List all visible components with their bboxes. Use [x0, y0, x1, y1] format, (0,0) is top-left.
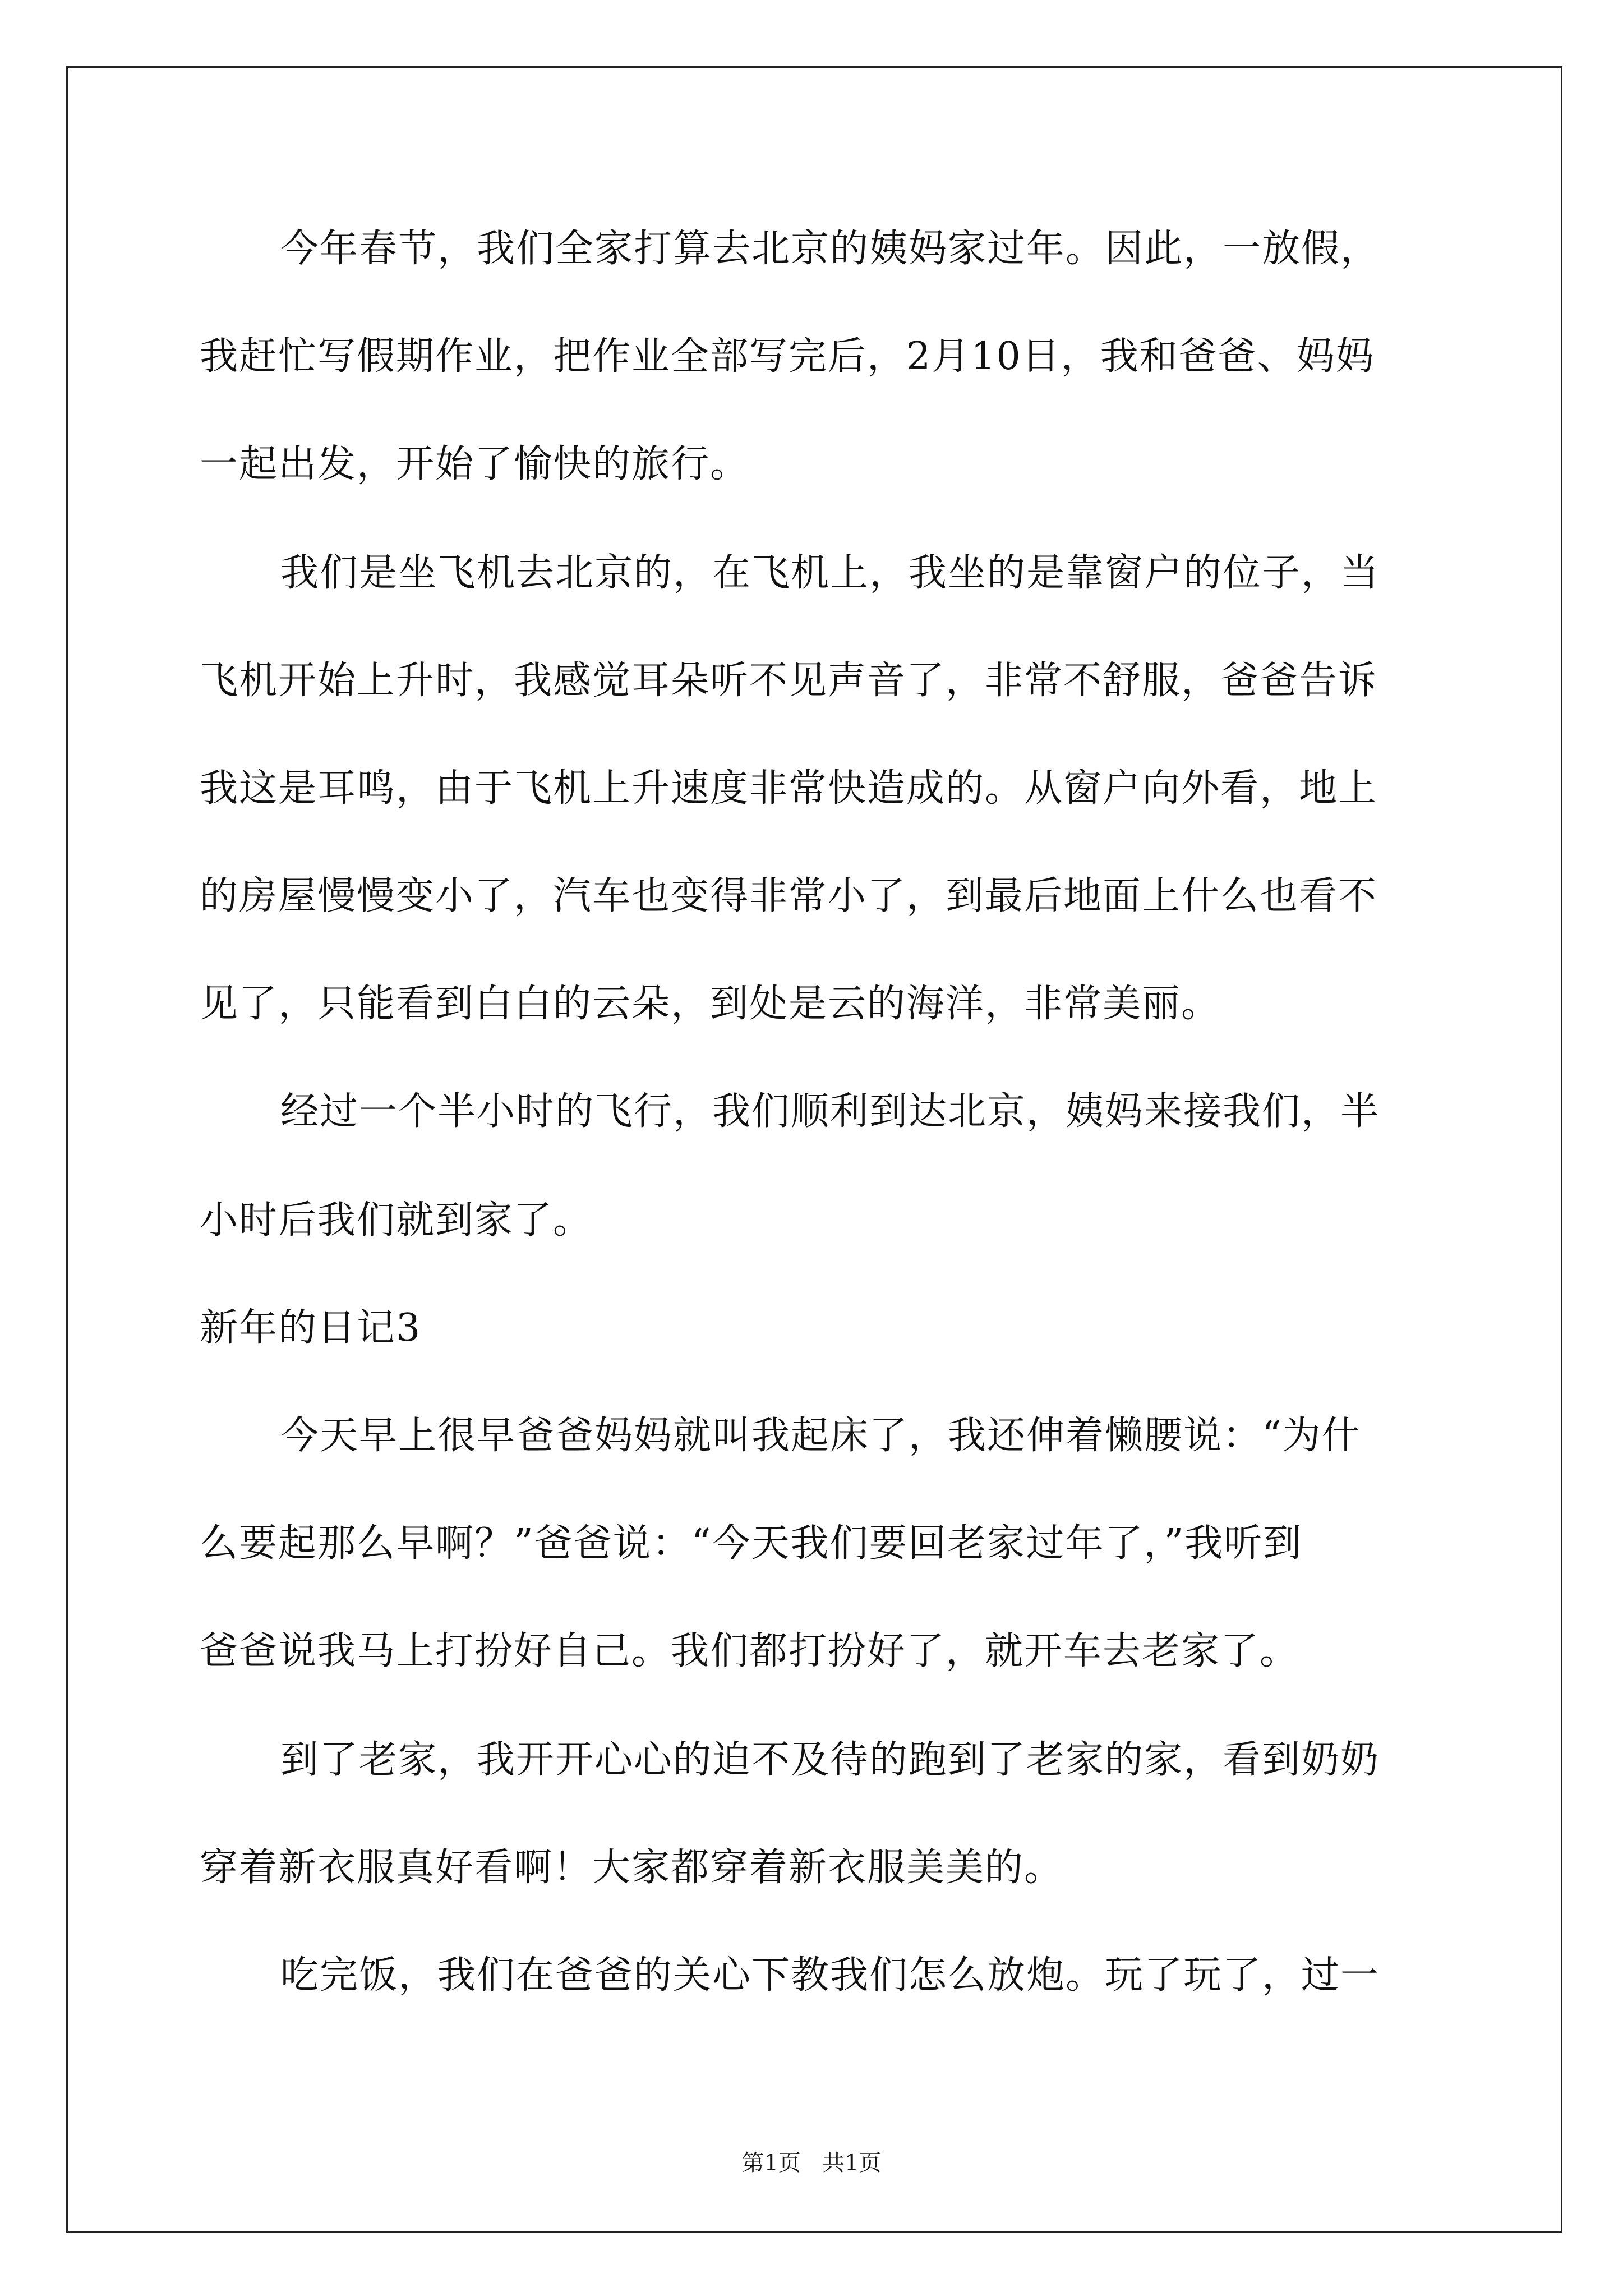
text-line: 经过一个半小时的飞行，我们顺利到达北京，姨妈来接我们，半 — [280, 1089, 1380, 1134]
text-line: 么要起那么早啊？”爸爸说：“今天我们要回老家过年了，”我听到 — [200, 1521, 1303, 1566]
text-line: 爸爸说我马上打扮好自己。我们都打扮好了，就开车去老家了。 — [200, 1629, 1299, 1673]
text-line: 见了，只能看到白白的云朵，到处是云的海洋，非常美丽。 — [200, 982, 1221, 1026]
text-line: 穿着新衣服真好看啊！大家都穿着新衣服美美的。 — [200, 1846, 1064, 1890]
text-line: 我们是坐飞机去北京的，在飞机上，我坐的是靠窗户的位子，当 — [280, 551, 1380, 595]
page-border — [66, 66, 1562, 2233]
text-line: 我这是耳鸣，由于飞机上升速度非常快造成的。从窗户向外看，地上 — [200, 766, 1378, 811]
text-line: 小时后我们就到家了。 — [200, 1198, 593, 1243]
text-line: 吃完饭，我们在爸爸的关心下教我们怎么放炮。玩了玩了，过一 — [280, 1953, 1380, 1998]
text-line: 一起出发，开始了愉快的旅行。 — [200, 442, 750, 486]
text-line: 到了老家，我开开心心的迫不及待的跑到了老家的家，看到奶奶 — [280, 1738, 1380, 1782]
text-line: 今年春节，我们全家打算去北京的姨妈家过年。因此，一放假， — [280, 227, 1380, 271]
text-line: 今天早上很早爸爸妈妈就叫我起床了，我还伸着懒腰说：“为什 — [280, 1414, 1361, 1458]
page-footer: 第1页 共1页 — [741, 2150, 882, 2176]
text-line: 的房屋慢慢变小了，汽车也变得非常小了，到最后地面上什么也看不 — [200, 874, 1378, 918]
section-heading: 新年的日记3 — [200, 1306, 422, 1350]
text-line: 我赶忙写假期作业，把作业全部写完后，2月10日，我和爸爸、妈妈 — [200, 334, 1375, 379]
text-line: 飞机开始上升时，我感觉耳朵听不见声音了，非常不舒服，爸爸告诉 — [200, 659, 1378, 703]
